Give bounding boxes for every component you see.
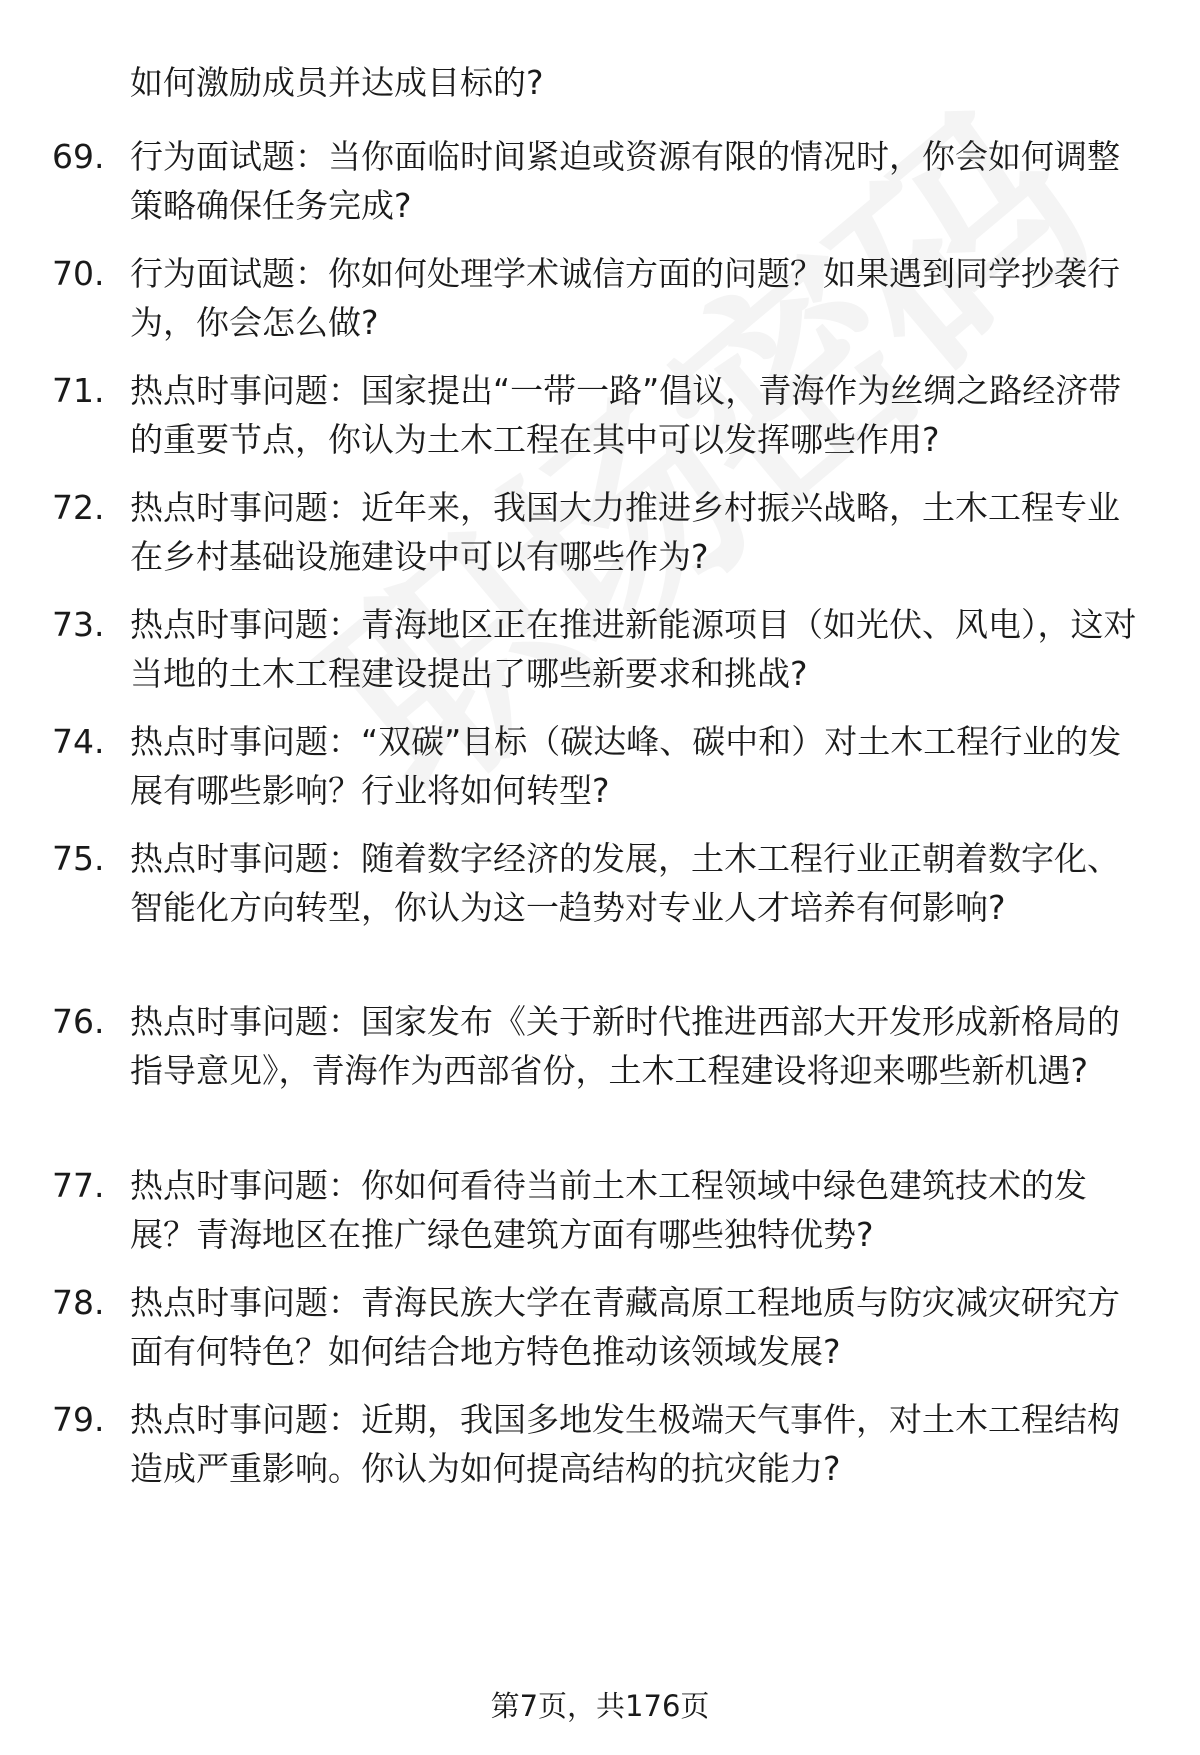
question-number: 78. bbox=[52, 1283, 105, 1322]
question-continuation: 如何激励成员并达成目标的? bbox=[130, 63, 544, 102]
question-text: 热点时事问题：近年来，我国大力推进乡村振兴战略，土木工程专业在乡村基础设施建设中可以有哪些作为? bbox=[130, 488, 1120, 576]
question-number: 70. bbox=[52, 254, 105, 293]
question-number: 74. bbox=[52, 722, 105, 761]
question-text: 热点时事问题：你如何看待当前土木工程领域中绿色建筑技术的发展？青海地区在推广绿色建筑方面有哪些独特优势? bbox=[130, 1166, 1087, 1254]
question-text: 热点时事问题：“双碳”目标（碳达峰、碳中和）对土木工程行业的发展有哪些影响？行业将如何转型? bbox=[130, 722, 1122, 810]
question-number: 77. bbox=[52, 1166, 105, 1205]
question-number: 73. bbox=[52, 605, 105, 644]
question-text: 热点时事问题：青海地区正在推进新能源项目（如光伏、风电），这对当地的土木工程建设提出了哪些新要求和挑战? bbox=[130, 605, 1137, 693]
question-text: 热点时事问题：青海民族大学在青藏高原工程地质与防灾减灾研究方面有何特色？如何结合地方特色推动该领域发展? bbox=[130, 1283, 1120, 1371]
question-text: 热点时事问题：近期，我国多地发生极端天气事件，对土木工程结构造成严重影响。你认为如何提高结构的抗灾能力? bbox=[130, 1400, 1120, 1488]
question-number: 72. bbox=[52, 488, 105, 527]
question-number: 69. bbox=[52, 137, 105, 176]
question-text: 行为面试题：当你面临时间紧迫或资源有限的情况时，你会如何调整策略确保任务完成? bbox=[130, 137, 1120, 225]
question-number: 76. bbox=[52, 1002, 105, 1041]
question-number: 75. bbox=[52, 839, 105, 878]
question-number: 71. bbox=[52, 371, 105, 410]
question-text: 热点时事问题：国家发布《关于新时代推进西部大开发形成新格局的指导意见》，青海作为西部省份，土木工程建设将迎来哪些新机遇? bbox=[130, 1002, 1120, 1090]
question-number: 79. bbox=[52, 1400, 105, 1439]
question-text: 行为面试题：你如何处理学术诚信方面的问题？如果遇到同学抄袭行为，你会怎么做? bbox=[130, 254, 1120, 342]
question-text: 热点时事问题：随着数字经济的发展，土木工程行业正朝着数字化、智能化方向转型，你认为这一趋势对专业人才培养有何影响? bbox=[130, 839, 1120, 927]
page-footer: 第7页，共176页 bbox=[490, 1689, 710, 1723]
question-text: 热点时事问题：国家提出“一带一路”倡议，青海作为丝绸之路经济带的重要节点，你认为土木工程在其中可以发挥哪些作用? bbox=[130, 371, 1122, 459]
